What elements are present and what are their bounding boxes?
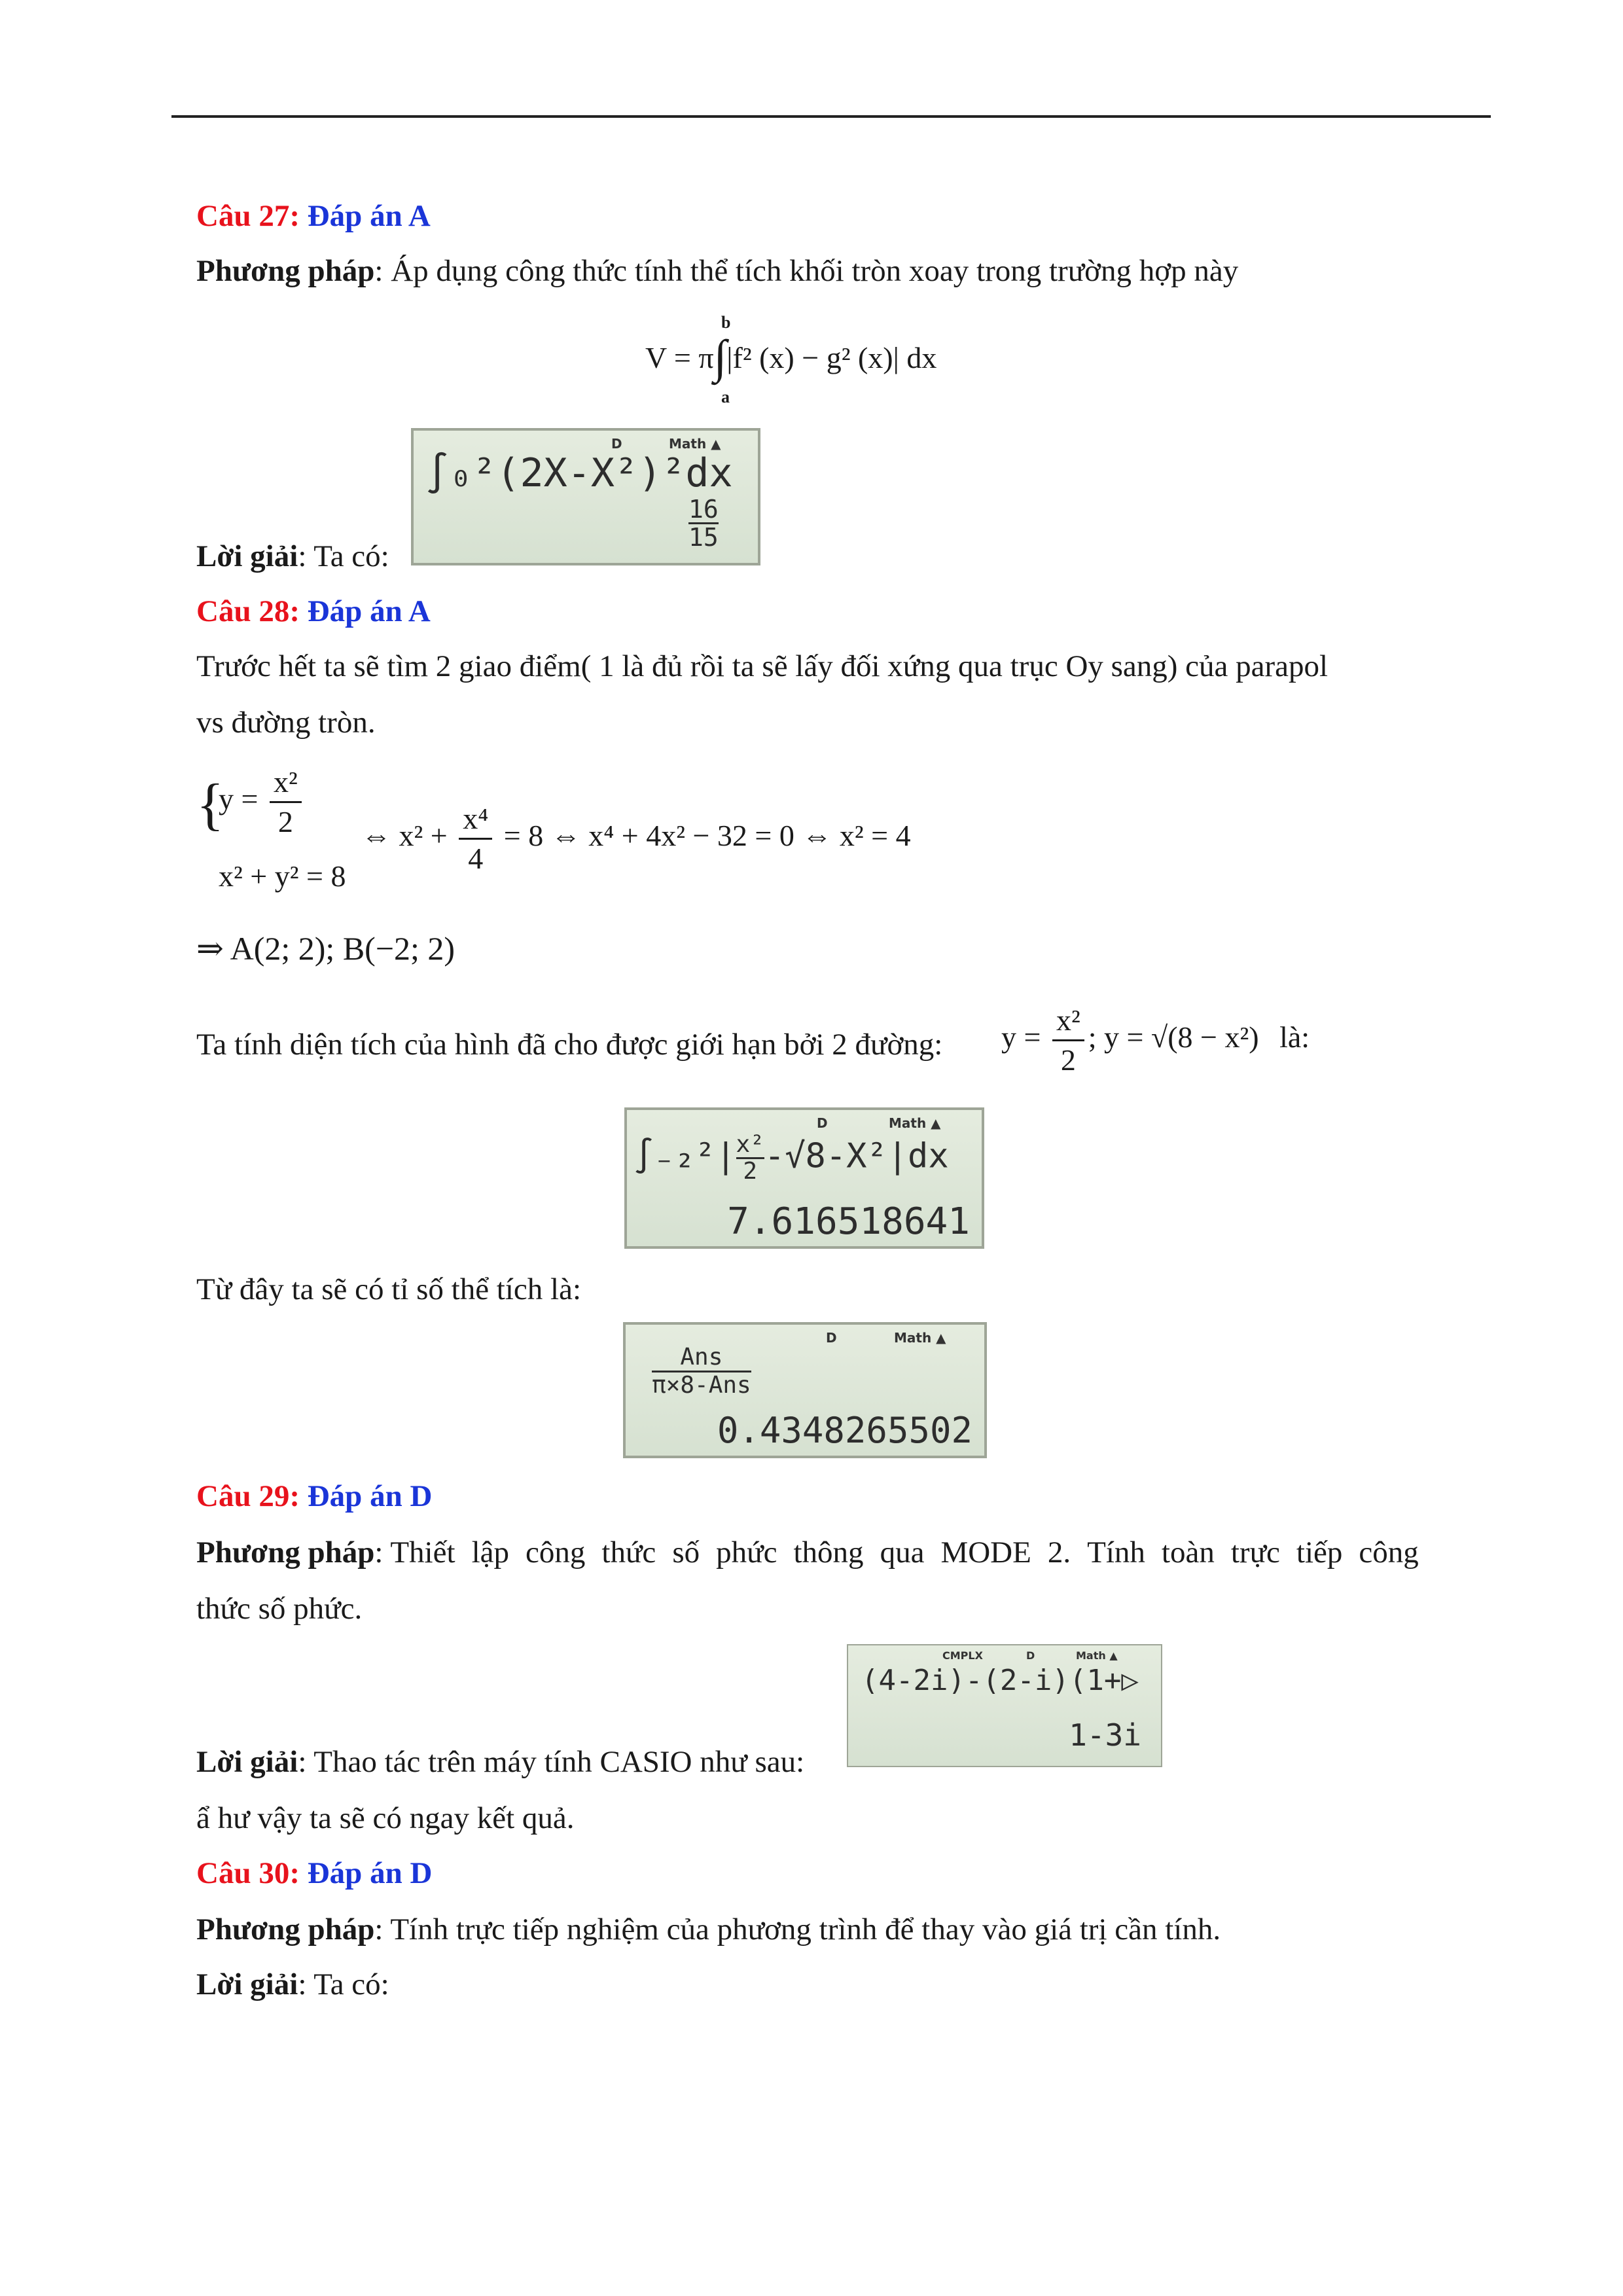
calc-result: 1-3i (1069, 1717, 1141, 1753)
math-indicator: Math ▲ (889, 1115, 941, 1131)
q27-calculator-screen (411, 428, 760, 565)
q29-heading: Câu 29: Đáp án D (196, 1479, 433, 1513)
q30-solution: Lời giải: Ta có: (196, 1967, 389, 2001)
system-eq1: y = $\frac{\text{x²}}{2}$ (219, 763, 306, 841)
calc-expression: (4-2i)-(2-i)(1+▷ (861, 1664, 1139, 1697)
integral-sign: ∫ (713, 331, 727, 383)
q27-solution: Lời giải: Ta có: (196, 539, 389, 573)
q28-area-text: Ta tính diện tích của hình đã cho được giới hạn bởi 2 đường: (196, 1028, 943, 1062)
q28-area-curves: y = $\frac{\text{x²}}{2}$ ; y = √(8 − x²) là: (1001, 1001, 1310, 1079)
header-rule (171, 115, 1491, 118)
math-indicator: Math ▲ (894, 1330, 946, 1346)
q29-calculator-screen (847, 1644, 1162, 1767)
calc-expression: Ans π×8-Ans (652, 1344, 751, 1399)
cmplx-indicator: CMPLX (942, 1649, 983, 1662)
q29-closing: ẩ hư vậy ta sẽ có ngay kết quả. (196, 1801, 575, 1835)
q28-intro-line1: Trước hết ta sẽ tìm 2 giao điểm( 1 là đủ rồi ta sẽ lấy đối xứng qua trục Oy sang) của parapol (196, 649, 1329, 683)
q29-method-line2: thức số phức. (196, 1592, 363, 1626)
q28-equivalence-chain: ⇔ x² + $\frac{\text{x⁴}}{4}$ = 8 ⇔ x⁴ + 4x² − 32 = 0 ⇔ x² = 4 (361, 800, 911, 878)
q27-heading: Câu 27: Đáp án A (196, 199, 431, 233)
q28-calculator-screen-area (624, 1107, 984, 1249)
q28-calculator-screen-ratio (623, 1322, 987, 1458)
q27-lower-bound: a (721, 387, 730, 406)
q30-method: Phương pháp: Tính trực tiếp nghiệm của phương trình để thay vào giá trị cần tính. (196, 1912, 1221, 1946)
q28-ratio-text: Từ đây ta sẽ có tỉ số thể tích là: (196, 1272, 582, 1306)
q30-heading: Câu 30: Đáp án D (196, 1856, 433, 1890)
display-indicator: D (1026, 1649, 1035, 1662)
q28-intro-line2: vs đường tròn. (196, 706, 376, 740)
calc-result: 16 15 (688, 495, 719, 552)
display-indicator: D (611, 436, 622, 452)
q27-upper-bound: b (721, 313, 731, 332)
display-indicator: D (826, 1330, 837, 1346)
q28-heading: Câu 28: Đáp án A (196, 594, 431, 628)
math-indicator: Math ▲ (1076, 1649, 1118, 1662)
calc-expression: ∫₀²(2X-X²)²dx (425, 450, 733, 496)
calc-result: 0.4348265502 (717, 1410, 972, 1451)
display-indicator: D (817, 1115, 828, 1131)
q29-solution: Lời giải: Thao tác trên máy tính CASIO như sau: (196, 1745, 805, 1779)
q29-method-line1: Phương pháp: Thiết lập công thức số phức thông qua MODE 2. Tính toàn trực tiếp công (196, 1535, 1419, 1570)
system-eq2: x² + y² = 8 (219, 859, 346, 893)
q27-volume-formula: V = π∫|f² (x) − g² (x)| dx (645, 331, 937, 383)
calc-expression: ∫₋₂²| $\frac{\text{x²}}{2}$ -√8-X²|dx (633, 1131, 949, 1185)
calc-result: 7.616518641 (727, 1200, 970, 1243)
q27-method: Phương pháp: Áp dụng công thức tính thể tích khối tròn xoay trong trường hợp này (196, 254, 1239, 288)
q28-intersection-points: ⇒ A(2; 2); B(−2; 2) (196, 930, 455, 967)
math-indicator: Math ▲ (669, 436, 721, 452)
system-brace: { (196, 773, 224, 836)
